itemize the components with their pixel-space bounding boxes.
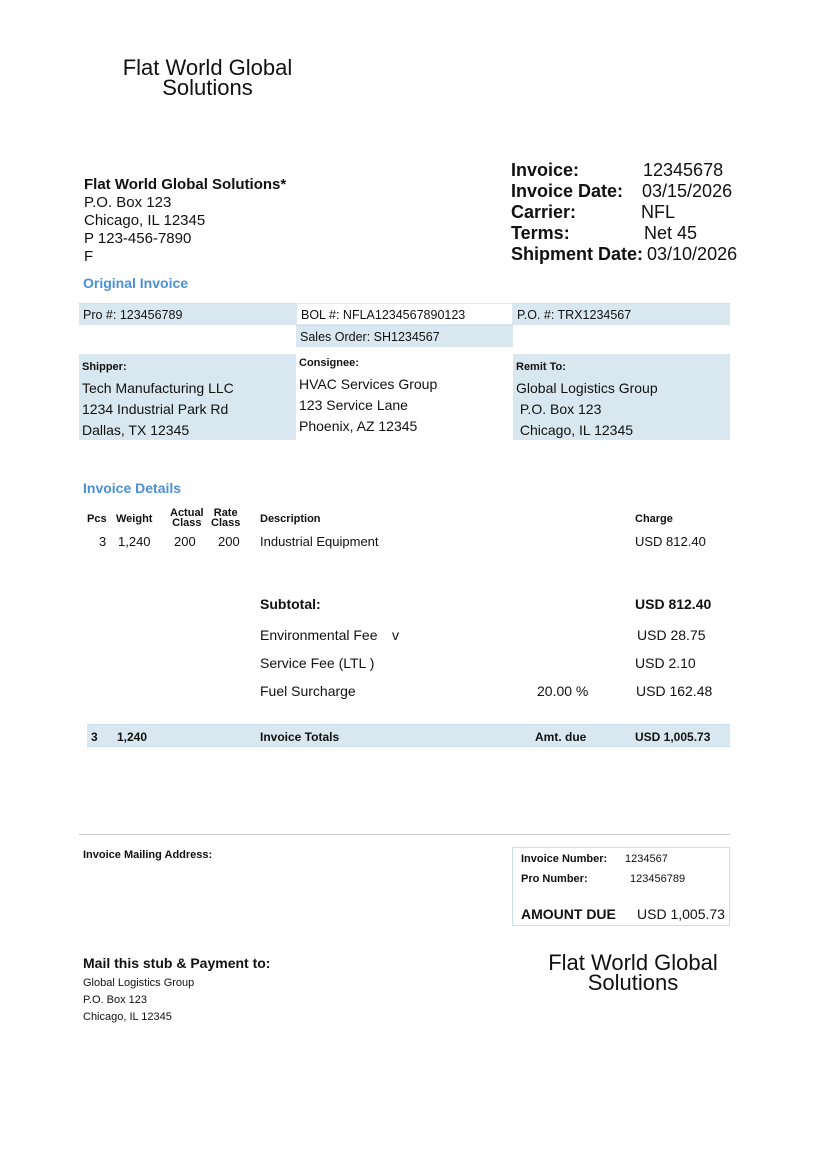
company-address-2: Chicago, IL 12345 [84, 212, 206, 229]
meta-label: Invoice Date: [511, 181, 624, 201]
remittance-box [512, 847, 730, 926]
mailing-address-label: Invoice Mailing Address: [83, 849, 213, 861]
consignee-block [296, 350, 513, 436]
subtotal-value: USD 812.40 [635, 596, 712, 612]
totals-amount: USD 1,005.73 [635, 730, 711, 744]
invoice-meta [511, 160, 737, 265]
stub-amount-due-label: AMOUNT DUE [521, 906, 616, 922]
shipper-block [79, 354, 296, 440]
fee-note: v [392, 627, 399, 643]
remit-to-line: Chicago, IL 12345 [516, 422, 634, 438]
remit-to-line: Global Logistics Group [516, 380, 658, 396]
col-actual-class-line2: Class [172, 517, 202, 529]
fee-name: Fuel Surcharge [260, 683, 356, 699]
pro-number-cell: Pro #: 123456789 [79, 303, 296, 325]
col-rate-class-line1: Rate [213, 507, 238, 519]
cell-pcs: 3 [99, 534, 107, 549]
consignee-line: HVAC Services Group [299, 376, 438, 392]
logo-line-1: Flat World Global [122, 55, 293, 80]
fee-name: Environmental Fee [260, 627, 378, 643]
invoice-totals-row [87, 724, 730, 747]
shipper-line: Tech Manufacturing LLC [82, 380, 234, 396]
col-weight: Weight [116, 513, 153, 525]
meta-invoice [511, 160, 737, 181]
col-actual-class-line1: Actual [170, 507, 204, 519]
cell-weight: 1,240 [118, 534, 151, 549]
mail-line: Global Logistics Group [83, 977, 195, 989]
meta-invoice-date [511, 181, 737, 202]
stub-pro-number-label: Pro Number: [521, 873, 588, 885]
totals-label: Invoice Totals [260, 730, 340, 744]
fee-rate: 20.00 % [537, 683, 589, 699]
cell-rate-class: 200 [218, 534, 240, 549]
mail-line: P.O. Box 123 [83, 994, 148, 1006]
totals-amt-label: Amt. due [535, 730, 587, 744]
cell-description: Industrial Equipment [260, 534, 379, 549]
fee-amount: USD 162.48 [636, 683, 713, 699]
col-description: Description [260, 513, 321, 525]
meta-shipment-date [511, 244, 737, 265]
totals-weight: 1,240 [117, 730, 148, 744]
stub-invoice-number-label: Invoice Number: [521, 853, 608, 865]
mail-payment-title: Mail this stub & Payment to: [83, 955, 271, 971]
sales-order-cell: Sales Order: SH1234567 [296, 325, 513, 347]
stub-invoice-number: 1234567 [625, 853, 668, 865]
company-logo [100, 55, 315, 100]
logo-line-1: Flat World Global [548, 950, 718, 975]
meta-label: Terms: [511, 223, 570, 243]
col-rate-class [211, 508, 240, 528]
meta-value: 12345678 [643, 160, 724, 180]
stub-divider [79, 834, 730, 835]
consignee-line: 123 Service Lane [299, 397, 408, 413]
company-block [84, 176, 286, 266]
meta-label: Invoice: [511, 160, 580, 180]
company-fax: F [84, 248, 94, 265]
company-name: Flat World Global Solutions* [84, 176, 287, 193]
invoice-details-title: Invoice Details [83, 480, 182, 496]
col-rate-class-line2: Class [211, 517, 241, 529]
cell-charge: USD 812.40 [635, 534, 706, 549]
subtotal-label: Subtotal: [260, 596, 321, 612]
po-number-cell: P.O. #: TRX1234567 [513, 303, 730, 325]
remit-to-line: P.O. Box 123 [516, 401, 602, 417]
stub-amount-due: USD 1,005.73 [637, 906, 725, 922]
meta-value: Net 45 [644, 223, 698, 243]
fee-amount: USD 28.75 [637, 627, 706, 643]
meta-label: Shipment Date: [511, 244, 644, 264]
meta-value: NFL [641, 202, 676, 222]
remit-to-label: Remit To: [516, 361, 566, 373]
meta-carrier [511, 202, 737, 223]
meta-terms [511, 223, 737, 244]
logo-line-2: Solutions [162, 75, 253, 100]
remit-to-block [513, 354, 730, 440]
consignee-label: Consignee: [299, 357, 359, 369]
meta-label: Carrier: [511, 202, 577, 222]
company-phone: P 123-456-7890 [84, 230, 192, 247]
meta-value: 03/15/2026 [642, 181, 733, 201]
fee-amount: USD 2.10 [635, 655, 696, 671]
fee-name: Service Fee (LTL ) [260, 655, 375, 671]
bol-number-cell: BOL #: NFLA1234567890123 [296, 303, 513, 325]
shipper-label: Shipper: [82, 361, 127, 373]
shipper-line: 1234 Industrial Park Rd [82, 401, 229, 417]
company-address-1: P.O. Box 123 [84, 194, 172, 211]
stub-pro-number: 123456789 [630, 873, 686, 885]
stub-company-logo [528, 950, 738, 995]
mail-line: Chicago, IL 12345 [83, 1011, 172, 1023]
col-pcs: Pcs [87, 513, 107, 525]
logo-line-2: Solutions [587, 970, 679, 995]
shipper-line: Dallas, TX 12345 [82, 422, 190, 438]
mail-payment-block [83, 955, 270, 1026]
cell-actual-class: 200 [174, 534, 196, 549]
meta-value: 03/10/2026 [647, 244, 738, 264]
totals-pcs: 3 [91, 730, 98, 744]
col-actual-class [170, 508, 204, 528]
col-charge: Charge [635, 513, 673, 525]
original-invoice-title: Original Invoice [83, 275, 189, 291]
consignee-line: Phoenix, AZ 12345 [299, 418, 418, 434]
